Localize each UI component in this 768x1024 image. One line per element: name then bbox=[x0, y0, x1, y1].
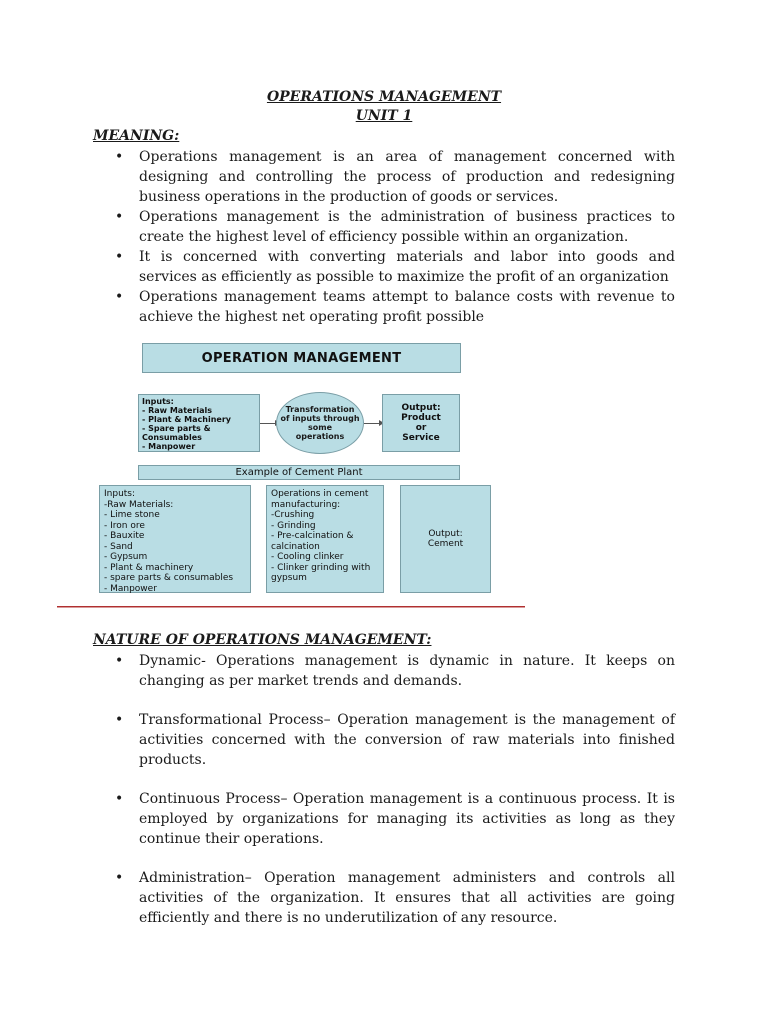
cement-operations-box: Operations in cement manufacturing: -Crushing - Grinding - Pre-calcination & calcination - Cooling clinker - Clinker grinding with gypsum bbox=[266, 485, 384, 593]
cement-inputs-box: Inputs: -Raw Materials: - Lime stone - Iron ore - Bauxite - Sand - Gypsum - Plant & machinery - spare parts & consumables - Manpower bbox=[99, 485, 251, 593]
meaning-item: • It is concerned with converting materials and labor into goods and services as efficiently as possible to maximize the profit of an organization bbox=[93, 247, 675, 287]
meaning-item: • Operations management is an area of management concerned with designing and controlling the process of production and redesigning business operations in the production of goods or services. bbox=[93, 147, 675, 207]
document-title: OPERATIONS MANAGEMENT bbox=[266, 89, 502, 105]
arrow-icon bbox=[260, 423, 276, 424]
meaning-list bbox=[93, 147, 675, 327]
unit-label: UNIT 1 bbox=[355, 108, 413, 124]
nature-item: • Transformational Process– Operation management is the management of activities concerned with the conversion of raw materials into finished products. bbox=[93, 710, 675, 770]
diagram-inputs-box: Inputs: - Raw Materials - Plant & Machinery - Spare parts & Consumables - Manpower bbox=[138, 394, 260, 452]
diagram-transformation: Transformation of inputs through some operations bbox=[276, 392, 364, 454]
meaning-heading: MEANING: bbox=[93, 128, 180, 144]
diagram-example-label: Example of Cement Plant bbox=[138, 465, 460, 480]
nature-list bbox=[93, 651, 675, 947]
operation-management-diagram bbox=[96, 340, 496, 596]
diagram-title: OPERATION MANAGEMENT bbox=[142, 343, 461, 373]
section-divider bbox=[57, 606, 525, 608]
nature-heading: NATURE OF OPERATIONS MANAGEMENT: bbox=[93, 632, 432, 648]
meaning-item: • Operations management teams attempt to balance costs with revenue to achieve the highest net operating profit possible bbox=[93, 287, 675, 327]
nature-item: • Dynamic- Operations management is dynamic in nature. It keeps on changing as per market trends and demands. bbox=[93, 651, 675, 691]
nature-item: • Continuous Process– Operation management is a continuous process. It is employed by organizations for managing its activities as long as they continue their operations. bbox=[93, 789, 675, 849]
cement-output-box: Output: Cement bbox=[400, 485, 491, 593]
diagram-output-box: Output: Product or Service bbox=[382, 394, 460, 452]
arrow-icon bbox=[364, 423, 380, 424]
nature-item: • Administration– Operation management administers and controls all activities of the organization. It ensures that all activities are going efficiently and there is no underutilization of any resource. bbox=[93, 868, 675, 928]
meaning-item: • Operations management is the administration of business practices to create the highest level of efficiency possible within an organization. bbox=[93, 207, 675, 247]
